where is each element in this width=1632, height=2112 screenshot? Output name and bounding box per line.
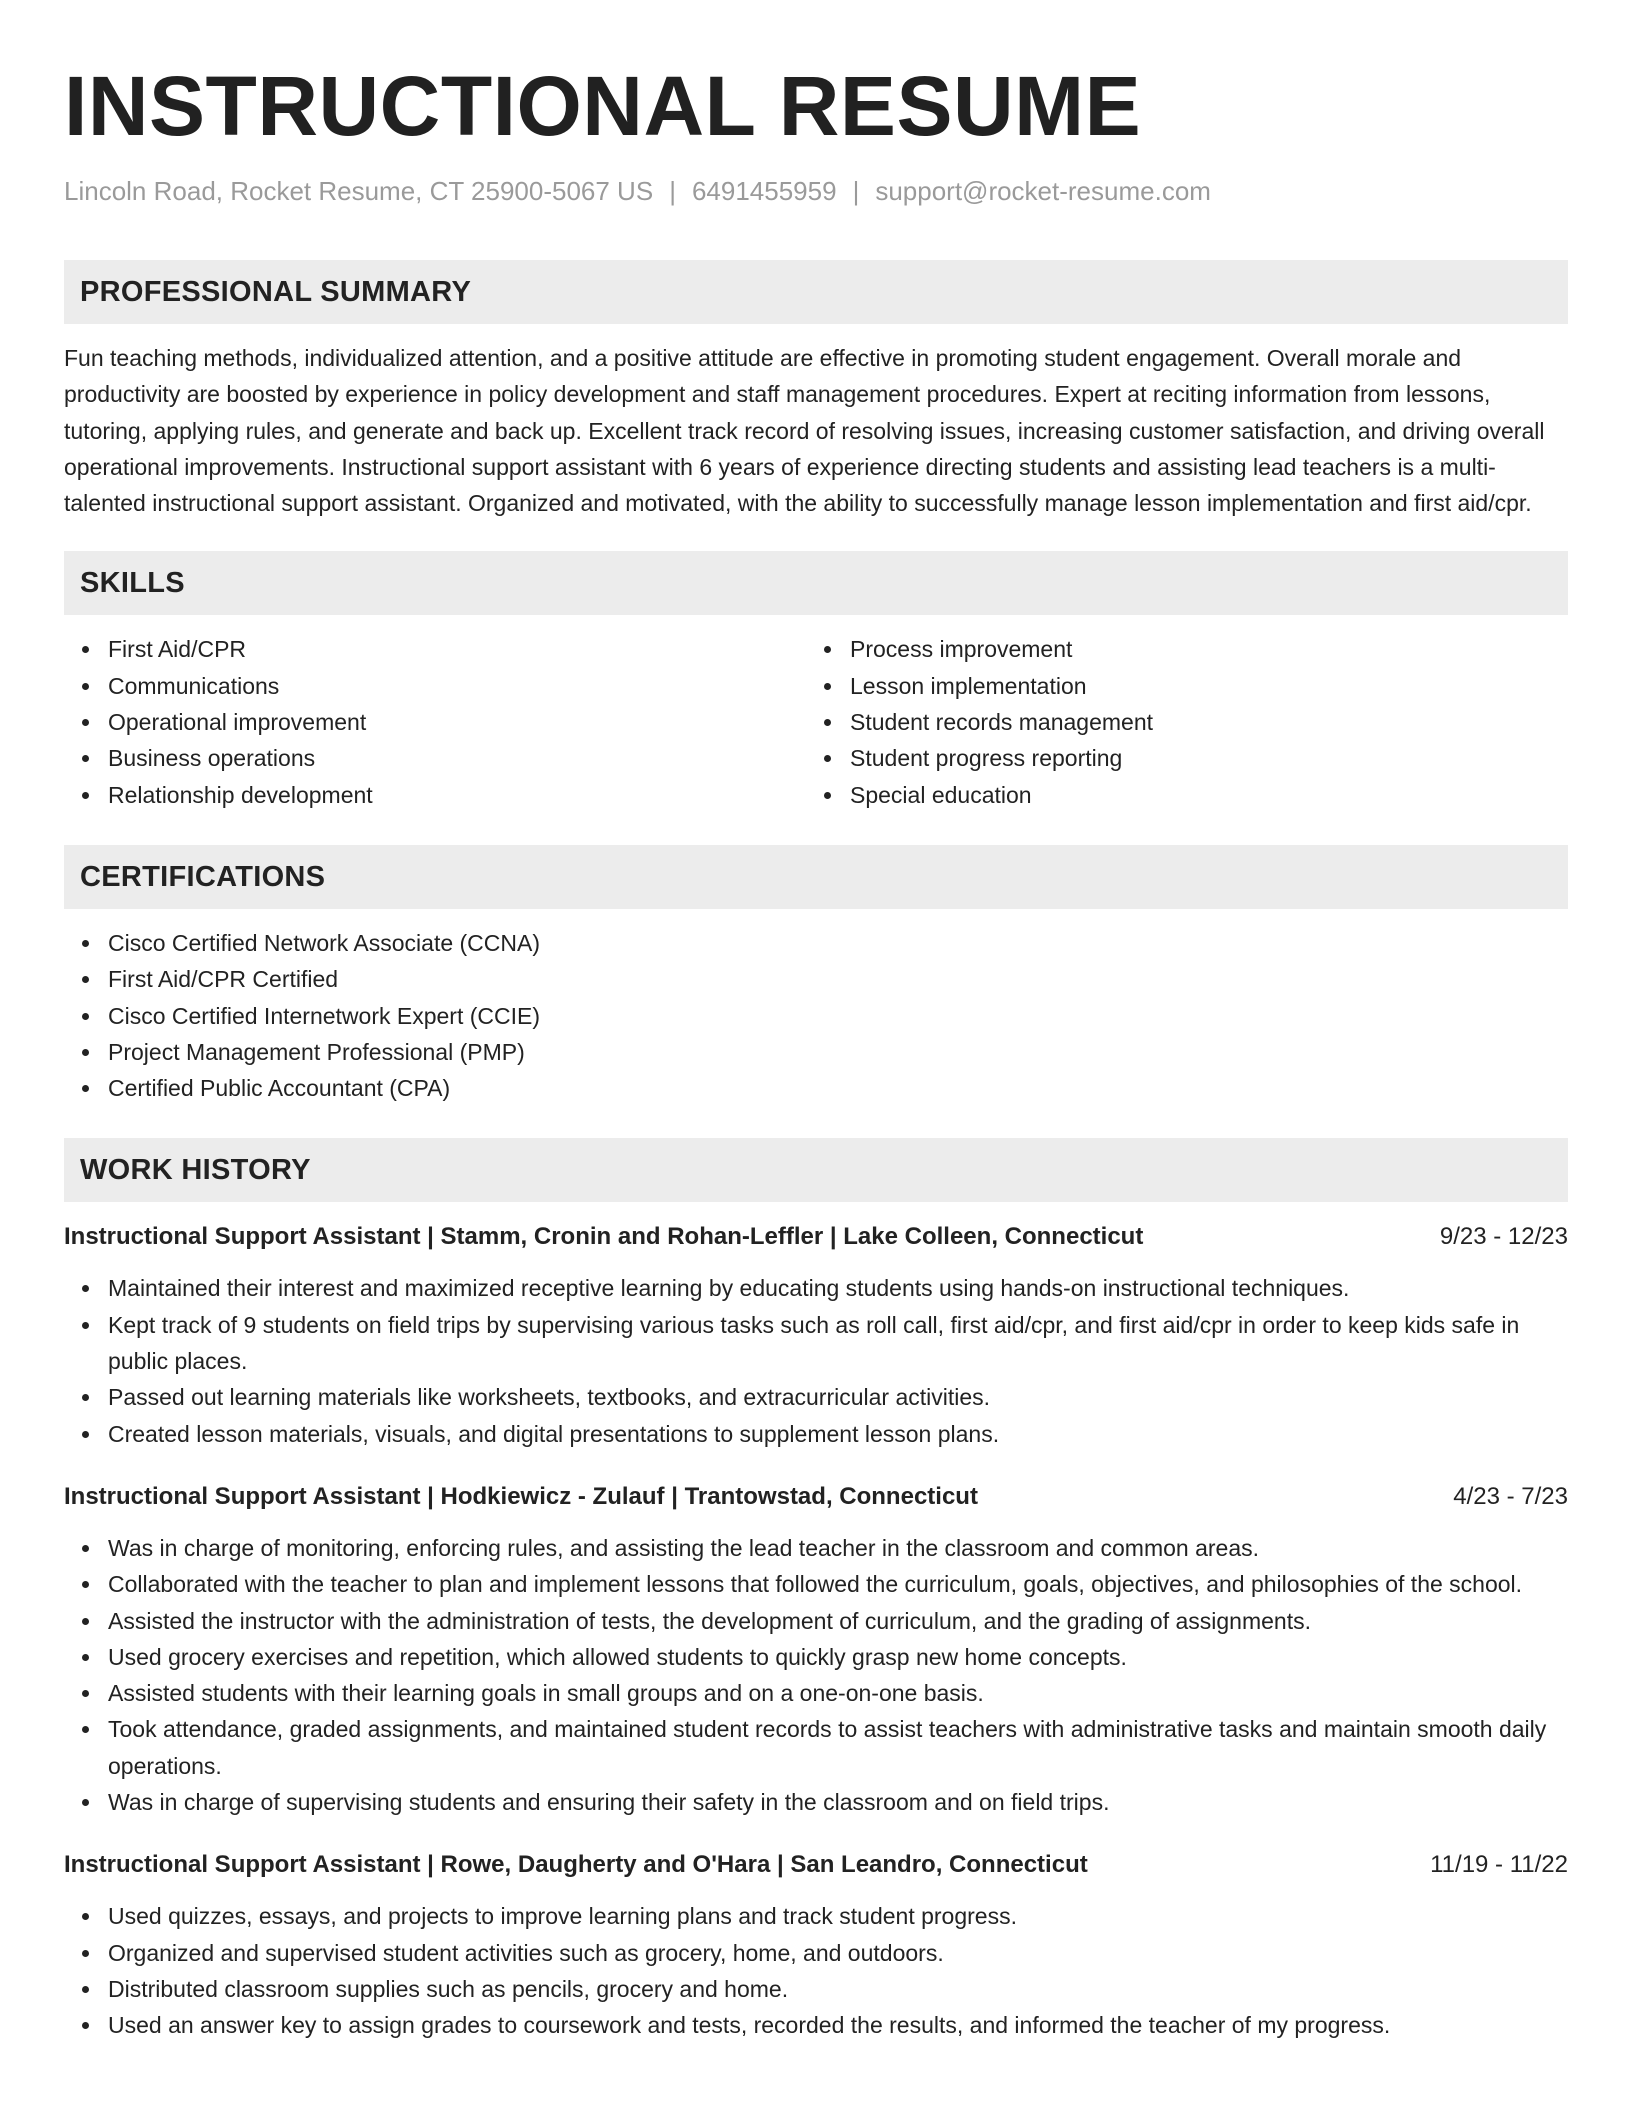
- contact-line: [64, 174, 1568, 208]
- contact-email[interactable]: support@rocket-resume.com: [875, 176, 1211, 206]
- skill-item: Process improvement: [806, 631, 1548, 667]
- job-bullet: Used grocery exercises and repetition, which allowed students to quickly grasp new home concepts.: [64, 1639, 1568, 1675]
- skill-item: Communications: [64, 668, 806, 704]
- skill-item: Student records management: [806, 704, 1548, 740]
- job-title: Instructional Support Assistant | Stamm, Cronin and Rohan-Leffler | Lake Colleen, Connecticut: [64, 1223, 1144, 1251]
- job-bullet: Passed out learning materials like worksheets, textbooks, and extracurricular activities.: [64, 1379, 1568, 1415]
- section-heading-summary: PROFESSIONAL SUMMARY: [64, 260, 1568, 324]
- job-bullet: Collaborated with the teacher to plan and implement lessons that followed the curriculum, goals, objectives, and philosophies of the school.: [64, 1566, 1568, 1602]
- job-entry: [64, 1480, 1568, 1820]
- job-dates: 4/23 - 7/23: [1453, 1482, 1568, 1510]
- contact-phone: 6491455959: [691, 176, 837, 206]
- skill-item: First Aid/CPR: [64, 631, 806, 667]
- job-bullet: Assisted the instructor with the administration of tests, the development of curriculum, and the grading of assignments.: [64, 1603, 1568, 1639]
- job-entry: [64, 1848, 1568, 2043]
- job-dates: 9/23 - 12/23: [1439, 1223, 1568, 1251]
- resume-page: [64, 0, 1568, 2044]
- certification-item: Project Management Professional (PMP): [64, 1034, 1568, 1070]
- job-title: Instructional Support Assistant | Rowe, Daugherty and O'Hara | San Leandro, Connecticut: [64, 1851, 1088, 1879]
- job-bullet: Created lesson materials, visuals, and digital presentations to supplement lesson plans.: [64, 1416, 1568, 1452]
- skill-item: Relationship development: [64, 777, 806, 813]
- job-bullet: Maintained their interest and maximized receptive learning by educating students using hands-on instructional techniques.: [64, 1270, 1568, 1306]
- skills-list-left: [64, 631, 806, 812]
- job-bullet: Assisted students with their learning goals in small groups and on a one-on-one basis.: [64, 1675, 1568, 1711]
- job-bullets: [64, 1530, 1568, 1820]
- contact-separator: |: [852, 176, 860, 206]
- job-header: [64, 1480, 1568, 1514]
- job-bullet: Was in charge of supervising students and ensuring their safety in the classroom and on field trips.: [64, 1784, 1568, 1820]
- job-bullet: Organized and supervised student activities such as grocery, home, and outdoors.: [64, 1935, 1568, 1971]
- job-header: [64, 1220, 1568, 1254]
- contact-separator: |: [669, 176, 676, 206]
- job-bullets: [64, 1898, 1568, 2043]
- section-heading-work-history: WORK HISTORY: [64, 1138, 1568, 1202]
- skill-item: Operational improvement: [64, 704, 806, 740]
- skill-item: Student progress reporting: [806, 740, 1548, 776]
- job-title: Instructional Support Assistant | Hodkiewicz - Zulauf | Trantowstad, Connecticut: [64, 1482, 978, 1510]
- job-entry: [64, 1220, 1568, 1451]
- job-bullets: [64, 1270, 1568, 1451]
- certification-item: First Aid/CPR Certified: [64, 961, 1568, 997]
- job-bullet: Was in charge of monitoring, enforcing rules, and assisting the lead teacher in the classroom and common areas.: [64, 1530, 1568, 1566]
- certifications-list: [64, 925, 1568, 1106]
- job-bullet: Kept track of 9 students on field trips by supervising various tasks such as roll call, first aid/cpr, and first aid/cpr in order to keep kids safe in public places.: [64, 1307, 1568, 1380]
- summary-text: Fun teaching methods, individualized attention, and a positive attitude are effective in promoting student engagement. Overall morale and productivity are boosted by experience in policy development and staff management procedures. Expert at reciting information from lessons, tutoring, applying rules, and generate and back up. Excellent track record of resolving issues, increasing customer satisfaction, and driving overall operational improvements. Instructional support assistant with 6 years of experience directing students and assisting lead teachers is a multi-talented instructional support assistant. Organized and motivated, with the ability to successfully manage lesson implementation and first aid/cpr.: [64, 345, 1545, 517]
- job-bullet: Used quizzes, essays, and projects to improve learning plans and track student progress.: [64, 1898, 1568, 1934]
- resume-title: INSTRUCTIONAL RESUME: [64, 59, 1142, 153]
- skill-item: Lesson implementation: [806, 668, 1548, 704]
- skills-list-right: [806, 631, 1548, 812]
- section-heading-certifications: CERTIFICATIONS: [64, 845, 1568, 909]
- job-dates: 11/19 - 11/22: [1430, 1851, 1568, 1879]
- skills-columns: [64, 631, 1568, 812]
- job-bullet: Used an answer key to assign grades to coursework and tests, recorded the results, and informed the teacher of my progress.: [64, 2007, 1568, 2043]
- job-bullet: Distributed classroom supplies such as pencils, grocery and home.: [64, 1971, 1568, 2007]
- contact-address: Lincoln Road, Rocket Resume, CT 25900-5067 US: [64, 176, 654, 206]
- job-header: [64, 1848, 1568, 1882]
- skill-item: Business operations: [64, 740, 806, 776]
- skill-item: Special education: [806, 777, 1548, 813]
- certification-item: Cisco Certified Network Associate (CCNA): [64, 925, 1568, 961]
- certification-item: Certified Public Accountant (CPA): [64, 1070, 1568, 1106]
- certification-item: Cisco Certified Internetwork Expert (CCIE): [64, 998, 1568, 1034]
- job-bullet: Took attendance, graded assignments, and maintained student records to assist teachers with administrative tasks and maintain smooth daily operations.: [64, 1711, 1568, 1784]
- section-heading-skills: SKILLS: [64, 551, 1568, 615]
